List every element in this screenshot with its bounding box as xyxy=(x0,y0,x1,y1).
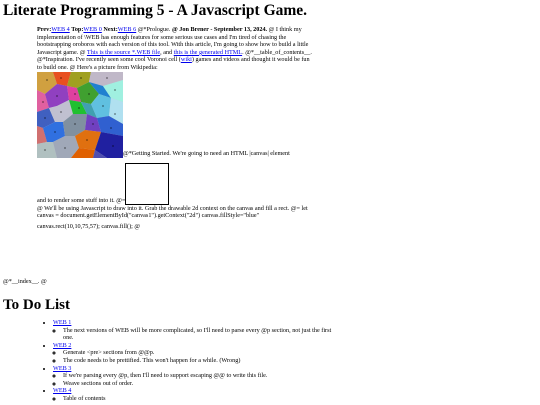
prologue-marker: @*Prologue. xyxy=(137,26,171,33)
fill-rect-text: canvas.rect(10,10,75,57); canvas.fill(); @ xyxy=(37,222,141,230)
generated-html-link[interactable]: this is the generated HTML xyxy=(173,48,243,56)
todo-web4-link[interactable]: WEB 4 xyxy=(53,387,72,395)
render-prefix-text: and to render some stuff into it. @= xyxy=(37,196,126,204)
todo-item xyxy=(53,365,337,388)
wiki-link[interactable]: wiki xyxy=(180,56,192,64)
toc-inspiration-text: . @*__table_of_contents__. @*Inspiration. I've recently seen some cool Voronoi cell ( xyxy=(37,48,312,64)
source-mid-text: , and xyxy=(160,48,173,56)
next-label: Next: xyxy=(103,26,118,33)
inspiration-rest-text: ) games and videos and thought it would be fun to build one. @ Here's a picture from Wikipedia: xyxy=(37,56,310,71)
todo-list xyxy=(37,319,337,403)
voronoi-image xyxy=(37,72,123,158)
source-file-link[interactable]: This is the source *.WEB file xyxy=(86,48,161,56)
top-label: Top: xyxy=(71,26,84,33)
prev-label: Prev: xyxy=(37,26,52,33)
todo-item xyxy=(53,319,337,342)
canvas-row-2 xyxy=(37,223,313,231)
page-title: Literate Programming 5 - A Javascript Game. xyxy=(3,2,308,19)
todo-item xyxy=(53,342,337,365)
todo-subitem: ◦ Weave sections out of order. xyxy=(63,380,337,388)
html-canvas-element xyxy=(125,163,169,205)
author-date: @ Jon Brener - September 13, 2024. xyxy=(171,26,268,33)
todo-web2-link[interactable]: WEB 2 xyxy=(53,341,72,349)
canvas-row-1 xyxy=(37,163,313,205)
voronoi-row xyxy=(37,72,313,158)
intro-text: @ I think my implementation of \WEB has enough features for some serious use cases and I'm tired of chasing the bootstrapping oroboros with each version of this tool. With this article, I'm going to show how to build a little Javascript game. xyxy=(37,26,309,56)
index-marker: @*__index__. @ xyxy=(3,278,47,285)
todo-subitem: ◦ The next versions of WEB will be more complicated, so I'll need to parse every @p section, not just the first one. xyxy=(63,327,337,342)
getting-started-text: @*Getting Started. We're going to need an HTML |canvas| element xyxy=(123,149,290,157)
todo-web1-link[interactable]: WEB 1 xyxy=(53,319,72,326)
render-paragraph: @ We'll be using Javascript to draw into it. Grab the drawable 2d context on the canvas and fill a rect. @= let canvas = document.getElementById("canvas1").getContext("2d") canvas.fillStyle="blue" xyxy=(37,204,308,220)
todo-subitem: ◦ The code needs to be prettified. This won't happen for a while. (Wrong) xyxy=(63,357,337,365)
intro-paragraph xyxy=(37,26,313,72)
top-link[interactable]: WEB 0 xyxy=(83,26,102,33)
prev-link[interactable]: WEB 4 xyxy=(51,26,70,33)
todo-item xyxy=(53,387,337,402)
todo-subitem: ◦ Generate <pre> sections from @@p. xyxy=(63,349,337,357)
next-link[interactable]: WEB 6 xyxy=(117,26,137,33)
source-prefix: @ xyxy=(79,48,86,56)
todo-web3-link[interactable]: WEB 3 xyxy=(53,364,72,372)
todo-subitem: ◦ If we're parsing every @p, then I'll need to support escaping @@ to write this file. xyxy=(63,372,337,380)
todo-heading: To Do List xyxy=(3,297,70,313)
article-body xyxy=(37,26,313,230)
todo-subitem: ◦ Table of contents xyxy=(63,395,337,403)
